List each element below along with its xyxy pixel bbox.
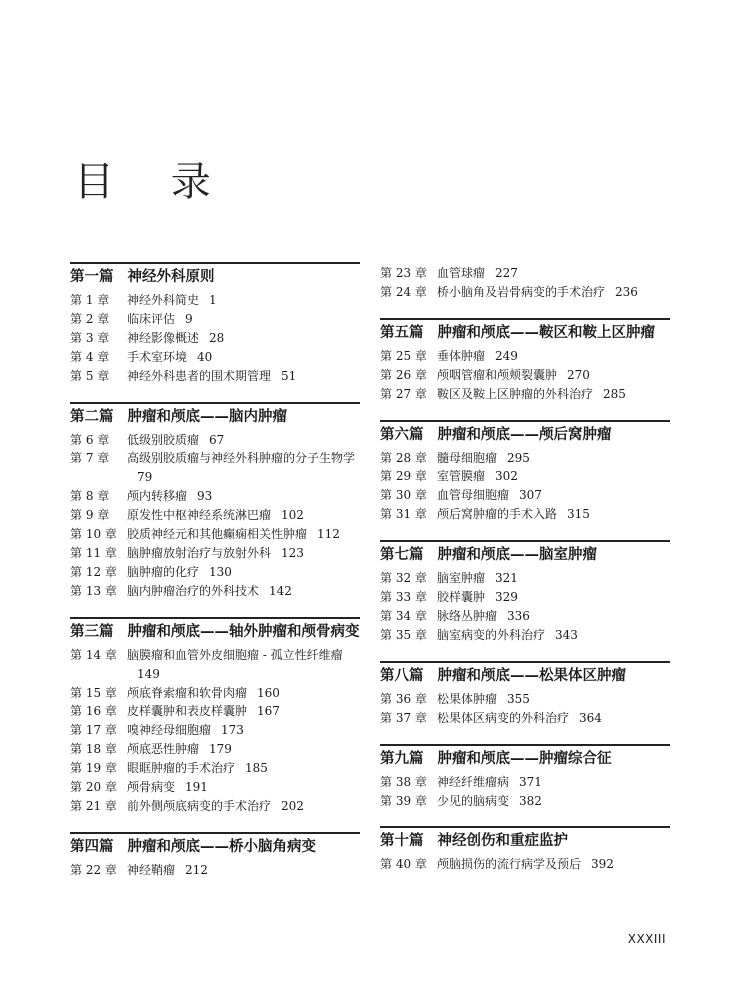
part-heading [70,832,360,859]
chapter-text [437,467,670,486]
chapter-number: 第 12 章 [70,564,117,579]
chapter-title: 眼眶肿瘤的手术治疗 [127,761,236,776]
toc-column-left [70,262,360,896]
chapter-title: 脑内肿瘤治疗的外科技术 [127,583,260,598]
chapter-title: 室管膜瘤 [437,469,486,484]
chapter-number: 第 21 章 [70,798,117,813]
chapter-title: 神经纤维瘤病 [437,774,510,789]
chapter-title: 鞍区及鞍上区肿瘤的外科治疗 [437,386,594,401]
chapter-text [127,525,360,544]
chapter-entry [380,709,670,728]
chapter-page: 249 [495,348,518,363]
chapter-page: 173 [221,723,244,738]
chapter-page: 315 [567,507,590,522]
chapter-text [127,721,360,740]
part-title: 肿瘤和颅底——松果体区肿瘤 [437,667,626,684]
chapter-page: 336 [507,608,530,623]
chapter-entry [380,792,670,811]
chapter-title: 胶质神经元和其他癫痫相关性肿瘤 [127,527,308,542]
chapter-title: 脑肿瘤放射治疗与放射外科 [127,545,272,560]
chapter-title: 脉络丛肿瘤 [437,608,498,623]
part-section [70,617,360,816]
chapter-title: 松果体肿瘤 [437,691,498,706]
chapter-text [437,264,670,283]
chapter-text [127,797,360,816]
chapter-text [127,759,360,778]
chapter-entry [70,778,360,797]
chapter-number: 第 6 章 [70,432,110,447]
part-heading [380,826,670,853]
chapter-title: 胶样囊肿 [437,590,486,605]
chapter-list [380,855,670,874]
chapter-title: 颅底恶性肿瘤 [127,742,200,757]
chapter-title: 桥小脑角及岩骨病变的手术治疗 [437,284,606,299]
chapter-number: 第 4 章 [70,349,110,364]
part-number: 第二篇 [70,408,114,425]
chapter-title: 神经外科简史 [127,293,200,307]
part-heading [70,617,360,644]
part-section [380,420,670,525]
chapter-list [380,347,670,404]
chapter-entry [70,329,360,348]
chapter-text [437,690,670,709]
chapter-number: 第 28 章 [380,450,427,465]
chapter-number: 第 27 章 [380,386,427,401]
chapter-page: 202 [281,798,304,813]
chapter-list [70,861,360,880]
part-heading [380,744,670,771]
chapter-title: 松果体区病变的外科治疗 [437,710,570,725]
chapter-text [127,487,360,506]
chapter-number: 第 26 章 [380,367,427,382]
chapter-entry [380,366,670,385]
part-title: 肿瘤和颅底——脑内肿瘤 [127,408,287,425]
chapter-entry [380,505,670,524]
chapter-title: 垂体肿瘤 [437,348,486,363]
part-number: 第七篇 [380,547,424,564]
chapter-page: 28 [209,330,225,345]
chapter-entry [70,861,360,880]
chapter-text [127,449,360,487]
chapter-text [127,367,360,386]
chapter-text [437,283,670,302]
chapter-list [380,773,670,811]
part-section [70,832,360,880]
chapter-title: 嗅神经母细胞瘤 [127,723,212,738]
chapter-number: 第 40 章 [380,857,427,872]
part-heading [70,262,360,289]
chapter-number: 第 39 章 [380,793,427,808]
chapter-entry [380,385,670,404]
part-section [380,661,670,728]
chapter-number: 第 2 章 [70,311,110,326]
chapter-page: 149 [137,666,160,681]
chapter-entry [380,626,670,645]
part-title: 肿瘤和颅底——鞍区和鞍上区肿瘤 [437,324,655,341]
chapter-number: 第 5 章 [70,368,110,383]
chapter-page: 102 [281,508,304,523]
part-title: 神经创伤和重症监护 [437,833,568,850]
part-title: 肿瘤和颅底——桥小脑角病变 [127,838,316,855]
chapter-title: 脑室肿瘤 [437,571,486,586]
part-number: 第五篇 [380,324,424,341]
chapter-title: 血管母细胞瘤 [437,488,510,503]
chapter-number: 第 33 章 [380,590,427,605]
chapter-page: 142 [269,583,292,598]
chapter-number: 第 13 章 [70,583,117,598]
chapter-page: 40 [197,349,213,364]
chapter-entry [70,310,360,329]
chapter-title: 神经影像概述 [127,330,200,345]
chapter-entry [380,855,670,874]
chapter-number: 第 23 章 [380,266,427,280]
chapter-entry [380,347,670,366]
chapter-number: 第 34 章 [380,608,427,623]
part-heading [380,540,670,567]
part-title: 肿瘤和颅底——轴外肿瘤和颅骨病变 [127,623,360,640]
chapter-entry [380,467,670,486]
chapter-title: 手术室环境 [127,349,188,364]
chapter-entry [70,759,360,778]
chapter-title: 髓母细胞瘤 [437,450,498,465]
chapter-number: 第 31 章 [380,507,427,522]
chapter-number: 第 7 章 [70,451,110,466]
chapter-title: 颅内转移瘤 [127,489,188,504]
part-number: 第八篇 [380,667,424,684]
chapter-title: 颅咽管瘤和颅颊裂囊肿 [437,367,558,382]
part-section [380,744,670,811]
chapter-entry [70,525,360,544]
chapter-page: 93 [197,489,213,504]
part-title: 肿瘤和颅底——颅后窝肿瘤 [437,426,612,443]
chapter-number: 第 24 章 [380,284,427,299]
chapter-text [127,544,360,563]
chapter-list [380,690,670,728]
chapter-list [70,291,360,386]
chapter-title: 颅底脊索瘤和软骨肉瘤 [127,685,248,700]
chapter-number: 第 37 章 [380,710,427,725]
chapter-entry [70,702,360,721]
chapter-number: 第 17 章 [70,723,117,738]
chapter-number: 第 14 章 [70,647,117,662]
chapter-page: 191 [185,780,208,795]
chapter-text [127,646,360,684]
chapter-entry [70,582,360,601]
chapter-entry [70,646,360,684]
chapter-text [437,607,670,626]
chapter-page: 185 [245,761,268,776]
part-number: 第十篇 [380,833,424,850]
part-section [70,262,360,386]
chapter-title: 原发性中枢神经系统淋巴瘤 [127,508,272,523]
chapter-page: 179 [209,742,232,757]
chapter-page: 160 [257,685,280,700]
chapter-page: 236 [615,284,638,299]
chapter-entry [70,291,360,310]
chapter-page: 270 [567,367,590,382]
chapter-number: 第 1 章 [70,293,110,307]
chapter-text [127,684,360,703]
chapter-title: 前外侧颅底病变的手术治疗 [127,798,272,813]
chapter-page: 302 [495,469,518,484]
chapter-number: 第 10 章 [70,527,117,542]
chapter-list [70,431,360,601]
chapter-entry [70,367,360,386]
chapter-text [437,626,670,645]
chapter-entry [380,264,670,283]
chapter-page: 51 [281,368,297,383]
chapter-page: 227 [495,266,518,280]
part-section [380,540,670,645]
part-title: 神经外科原则 [127,269,215,285]
chapter-entry [380,449,670,468]
chapter-title: 脑膜瘤和血管外皮细胞瘤 - 孤立性纤维瘤 [127,647,343,662]
chapter-text [127,861,360,880]
chapter-text [127,778,360,797]
chapter-entry [70,544,360,563]
page-number: XXXIII [627,932,666,946]
part-title: 肿瘤和颅底——肿瘤综合征 [437,750,612,767]
chapter-text [127,702,360,721]
chapter-page: 167 [257,704,280,719]
chapter-entry [70,740,360,759]
part-heading [380,318,670,345]
chapter-text [437,486,670,505]
part-number: 第三篇 [70,623,114,640]
chapter-entry [70,449,360,487]
chapter-page: 371 [519,774,542,789]
chapter-title: 血管球瘤 [437,266,486,280]
chapter-page: 364 [579,710,602,725]
chapter-title: 临床评估 [127,311,176,326]
chapter-text [437,347,670,366]
chapter-number: 第 35 章 [380,627,427,642]
chapter-entry [70,506,360,525]
part-heading [70,402,360,429]
chapter-number: 第 16 章 [70,704,117,719]
chapter-page: 130 [209,564,232,579]
chapter-number: 第 36 章 [380,691,427,706]
chapter-text [127,506,360,525]
chapter-page: 285 [603,386,626,401]
chapter-text [437,385,670,404]
chapter-page: 355 [507,691,530,706]
chapter-page: 112 [317,527,340,542]
chapter-number: 第 8 章 [70,489,110,504]
chapter-number: 第 30 章 [380,488,427,503]
chapter-number: 第 25 章 [380,348,427,363]
chapter-title: 颅脑损伤的流行病学及预后 [437,857,582,872]
chapter-text [437,505,670,524]
chapter-number: 第 3 章 [70,330,110,345]
chapter-title: 脑肿瘤的化疗 [127,564,200,579]
chapter-number: 第 18 章 [70,742,117,757]
chapter-page: 343 [555,627,578,642]
part-heading [380,420,670,447]
chapter-text [437,855,670,874]
chapter-entry [380,690,670,709]
chapter-list [380,449,670,525]
chapter-number: 第 29 章 [380,469,427,484]
part-title: 肿瘤和颅底——脑室肿瘤 [437,547,597,564]
chapter-number: 第 38 章 [380,774,427,789]
chapter-text [437,773,670,792]
chapter-number: 第 32 章 [380,571,427,586]
chapter-page: 67 [209,432,225,447]
chapter-entry [380,588,670,607]
chapter-text [437,449,670,468]
chapter-number: 第 9 章 [70,508,110,523]
chapter-page: 329 [495,590,518,605]
chapter-text [127,329,360,348]
chapter-number: 第 22 章 [70,862,117,877]
part-heading [380,661,670,688]
chapter-entry [380,607,670,626]
chapter-number: 第 15 章 [70,685,117,700]
toc-column-right [380,262,670,890]
chapter-title: 低级别胶质瘤 [127,432,200,447]
chapter-entry [380,569,670,588]
part-section [380,318,670,404]
chapter-title: 少见的脑病变 [437,793,510,808]
chapter-page: 321 [495,571,518,586]
chapter-entry [380,486,670,505]
chapter-entry [70,487,360,506]
chapter-page: 307 [519,488,542,503]
chapter-title: 神经鞘瘤 [127,862,176,877]
chapter-title: 皮样囊肿和表皮样囊肿 [127,704,248,719]
part-section [70,402,360,601]
part-number: 第四篇 [70,838,114,855]
chapter-page: 392 [591,857,614,872]
chapter-list [380,569,670,645]
chapter-title: 高级别胶质瘤与神经外科肿瘤的分子生物学 [127,451,356,466]
chapter-entry [70,431,360,450]
chapter-page: 9 [185,311,193,326]
chapter-text [437,588,670,607]
chapter-text [437,709,670,728]
chapter-list [70,646,360,816]
chapter-page: 295 [507,450,530,465]
chapter-entry [70,721,360,740]
chapter-text [127,431,360,450]
chapter-title: 神经外科患者的围术期管理 [127,368,272,383]
chapter-text [437,366,670,385]
part-section [380,826,670,874]
chapter-text [127,582,360,601]
chapter-entry [70,348,360,367]
chapter-title: 颅后窝肿瘤的手术入路 [437,507,558,522]
chapter-entry [70,563,360,582]
part-number: 第九篇 [380,750,424,767]
chapter-entry [380,283,670,302]
chapter-entry [70,797,360,816]
chapter-number: 第 20 章 [70,780,117,795]
chapter-text [437,792,670,811]
chapter-number: 第 11 章 [70,545,117,560]
chapter-text [127,563,360,582]
chapter-text [127,291,360,310]
chapter-text [127,310,360,329]
chapter-title: 脑室病变的外科治疗 [437,627,546,642]
chapter-text [127,740,360,759]
part-number: 第六篇 [380,426,424,443]
chapter-entry [380,773,670,792]
chapter-text [437,569,670,588]
chapter-page: 79 [137,470,153,485]
chapter-page: 212 [185,862,208,877]
chapter-page: 382 [519,793,542,808]
continued-chapter-list [380,264,670,302]
chapter-page: 123 [281,545,304,560]
part-number: 第一篇 [70,269,114,285]
page-title: 目 录 [74,159,233,205]
chapter-entry [70,684,360,703]
chapter-number: 第 19 章 [70,761,117,776]
chapter-text [127,348,360,367]
chapter-title: 颅骨病变 [127,780,176,795]
chapter-page: 1 [209,293,217,307]
